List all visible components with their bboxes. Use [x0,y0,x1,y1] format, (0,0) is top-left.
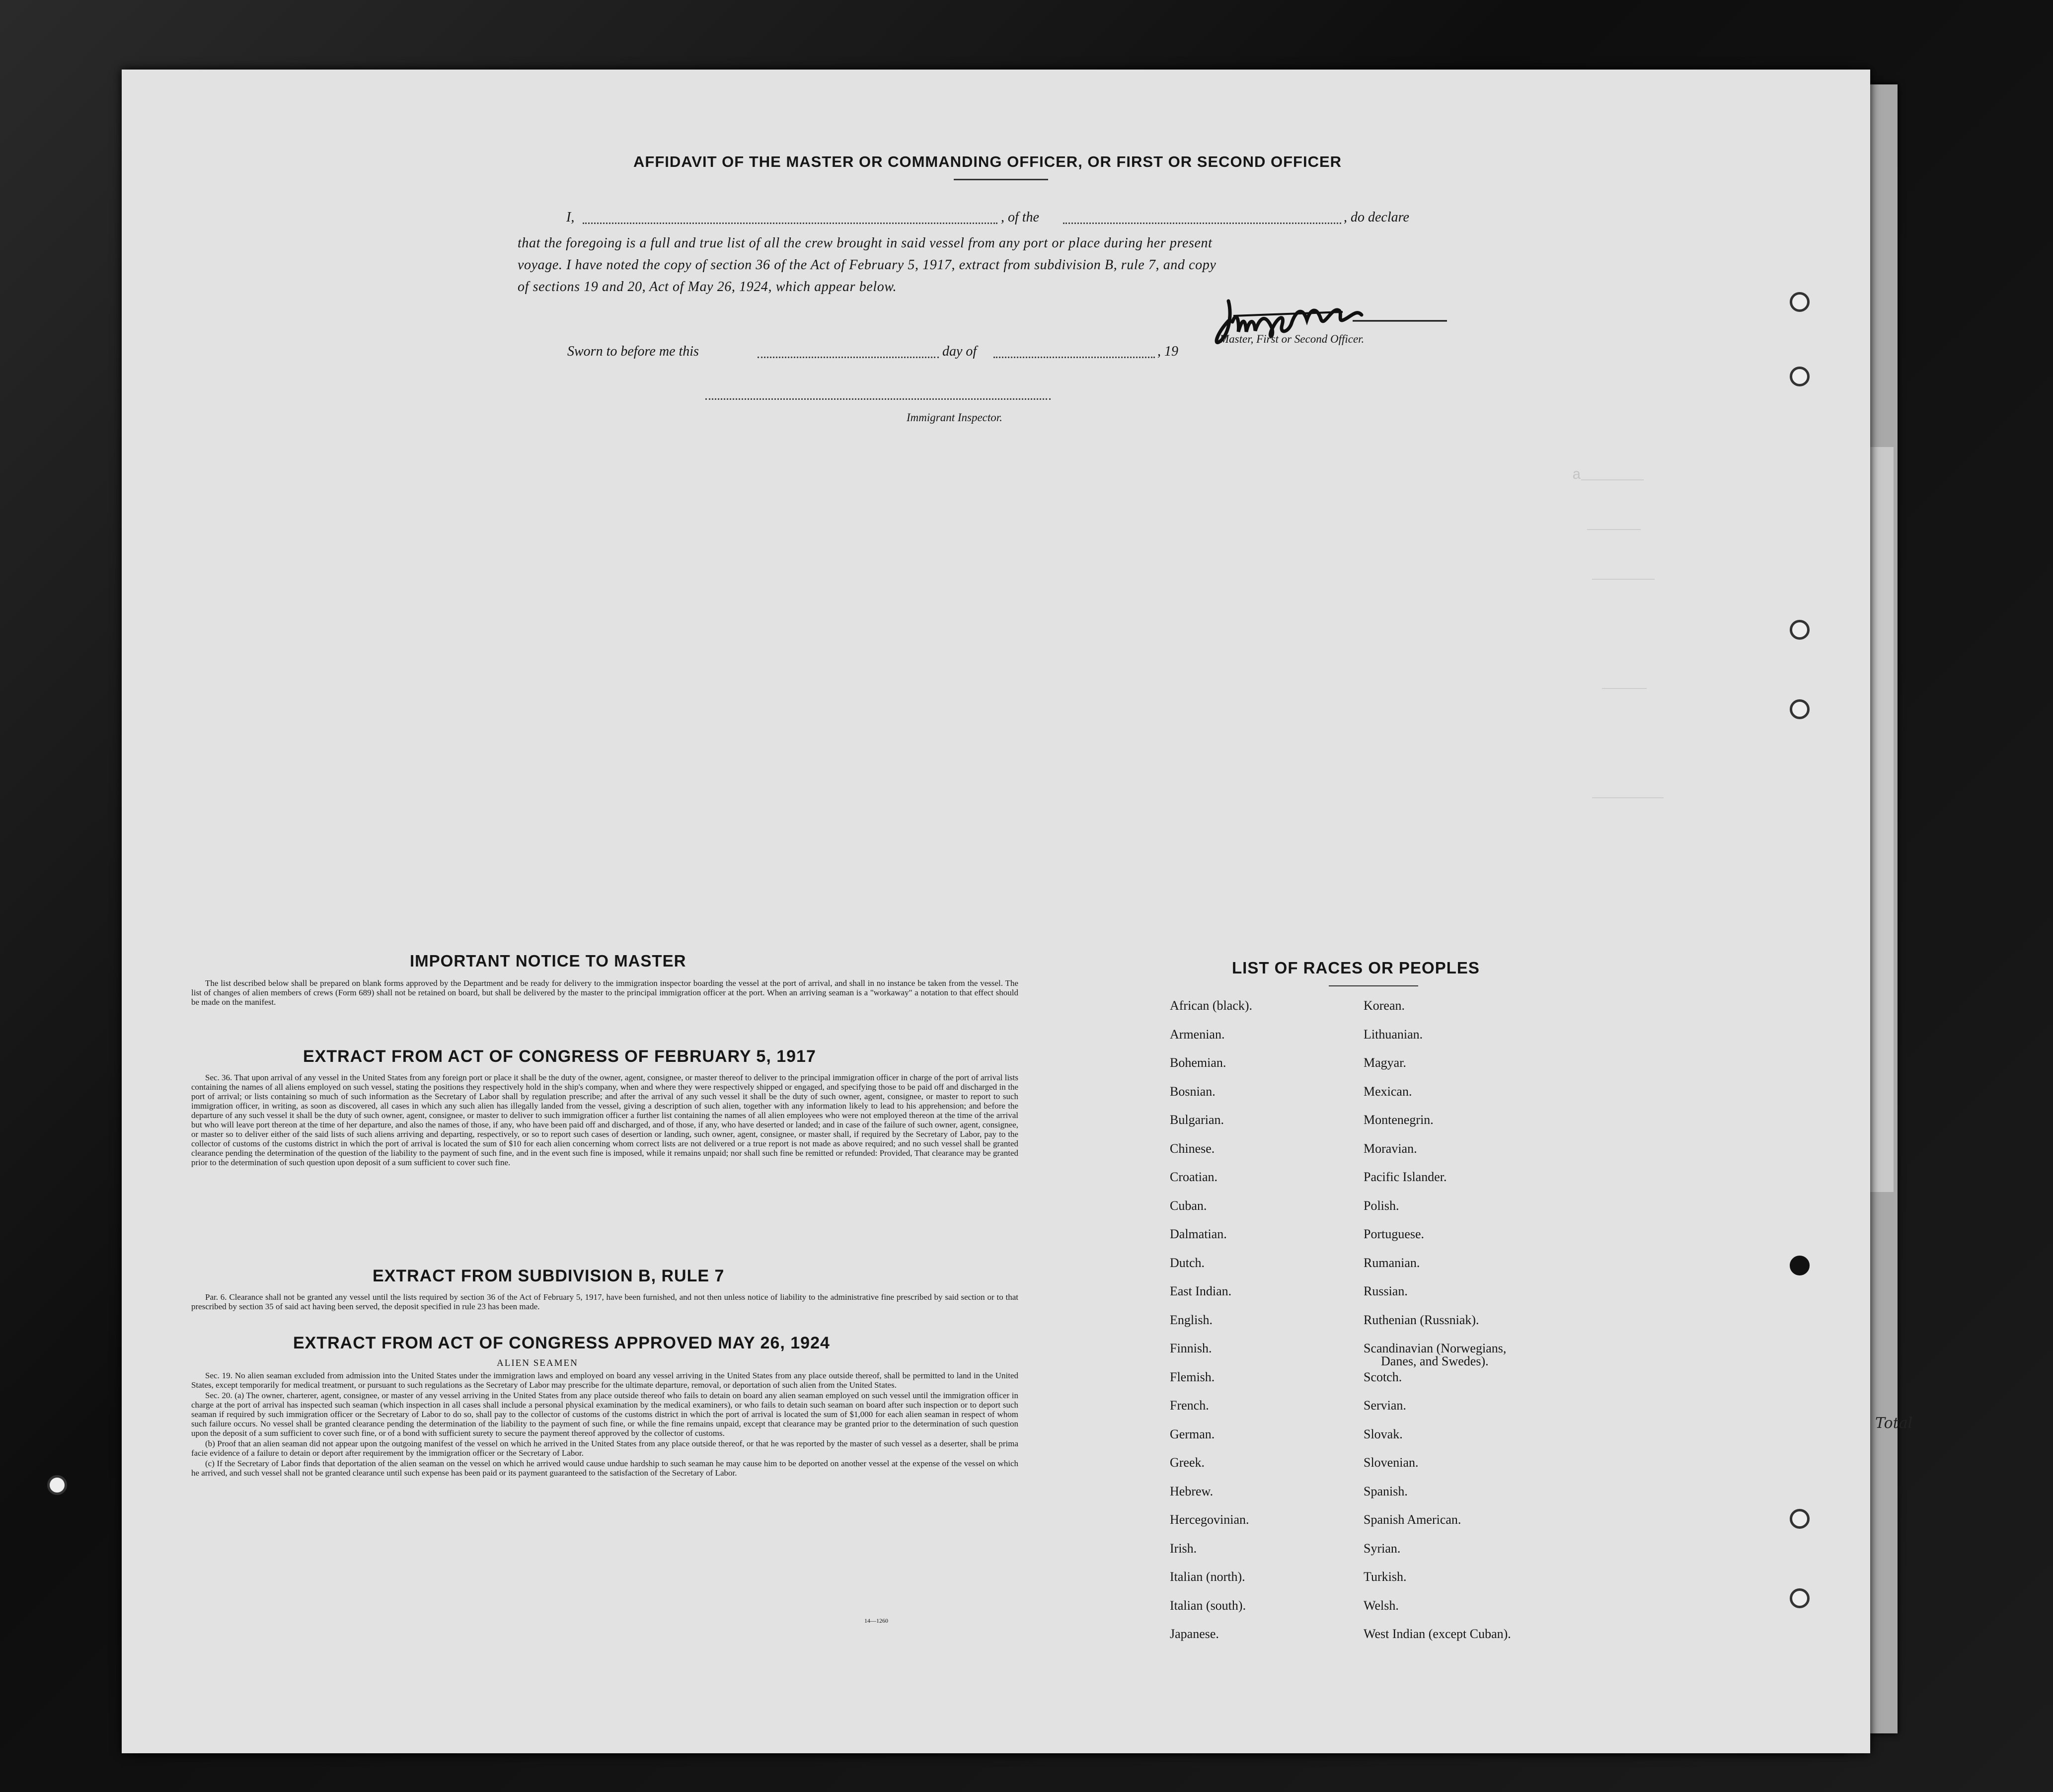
race-item: Scotch. [1364,1369,1402,1384]
extract-1924-title: EXTRACT FROM ACT OF CONGRESS APPROVED MAY 26, 1924 [293,1334,830,1352]
declare-label: , do declare [1344,210,1409,225]
race-item: Ruthenian (Russniak). [1364,1312,1479,1327]
section-36-paragraph: Sec. 36. That upon arrival of any vessel in the United States from any foreign port or place it shall be the duty of the owner, agent, consignee, or master thereof to deliver to the principal immigration officer in charge of the port of arrival lists containing the names of all aliens employed on such vessel, stating the positions they respectively hold in the ship's company, when and where they were respectively shipped or engaged, and specifying those to be paid off and discharged in the port of arrival; or lists containing so much of such information as the Secretary of Labor shall by regulation prescribe; and after the arrival of any such vessel it shall be the duty of such owner, agent, consignee, or master to report to such immigration officer, in writing, as soon as discovered, all cases in which any such alien has illegally landed from the vessel, giving a description of such alien, together with any information likely to lead to his apprehension; and before the departure of any such vessel it shall be the duty of such owner, agent, consignee, or master to deliver to such immigration officer a further list containing the names of all alien employees who were not employed thereon at the time of the arrival but who will leave port thereon at the time of her departure, and also the names of those, if any, who have been paid off and discharged, and of those, if any, who have deserted or landed; and in case of the failure of such owner, agent, consignee, or master so to deliver either of the said lists of such aliens arriving and departing, respectively, or so to report such cases of desertion or landing, such owner, agent, consignee, or master shall, if required by the Secretary of Labor, pay to the collector of customs of the customs district in which the port of arrival is located the sum of $10 for each alien concerning whom correct lists are not delivered or a true report is not made as above required; and no such vessel shall be granted clearance pending the determination of the question of the liability to the payment of such fine, and in the event such fine is imposed, while it remains unpaid; nor shall such fine be remitted or refunded: Provided, That clearance may be granted prior to the determination of such question upon deposit of a sum sufficient to cover such fine. [191,1073,1018,1167]
race-item: Flemish. [1170,1369,1215,1384]
master-signature [1214,286,1452,361]
race-item: Syrian. [1364,1541,1401,1556]
race-item: Welsh. [1364,1598,1399,1613]
race-item: Spanish American. [1364,1512,1461,1527]
races-title-underline [1329,985,1418,986]
vessel-label: , of the [1001,210,1039,225]
race-item: Polish. [1364,1198,1399,1213]
race-item: Lithuanian. [1364,1027,1423,1042]
section-20a-paragraph: Sec. 20. (a) The owner, charterer, agent, consignee, or master of any vessel arriving in the United States from any place outside thereof who fails to detain on board any alien seaman employed on such vessel until the immigration officer in charge at the port of arrival has inspected such seaman (which inspection in all cases shall include a personal physical examination by the medical examiners), or who fails to detain such seaman on board after such inspection or to deport such seaman if required by such immigration officer or the Secretary of Labor to do so, shall pay to the collector of customs of the customs district in which the port of arrival is located the sum of $1,000 for each alien seaman in respect of whom such failure occurs. No vessel shall be granted clearance pending the determination of the liability to the payment of such fine, or while the fine remains unpaid, except that clearance may be granted prior to the determination of such question upon the deposit of a sum sufficient to cover such fine, or of a bond with sufficient surety to secure the payment thereof approved by the collector of customs. [191,1391,1018,1438]
extract-b7-title: EXTRACT FROM SUBDIVISION B, RULE 7 [373,1267,725,1285]
race-item: Slovak. [1364,1426,1403,1441]
race-item: German. [1170,1426,1215,1441]
bleed-through-text: _______ [1592,566,1655,583]
bleed-through-text: ________ [1592,785,1664,802]
section-20c-paragraph: (c) If the Secretary of Labor finds that deportation of the alien seaman on the vessel on which he arrived would cause undue hardship to such seaman he may cause him to be deported on another vessel at the expense of the vessel on which he arrived, and such vessel shall not be granted clearance until such expense has been paid or its payment guaranteed to the satisfaction of the Secretary of Labor. [191,1459,1018,1478]
races-title: LIST OF RACES OR PEOPLES [1232,959,1480,977]
race-item: Scandinavian (Norwegians, [1364,1341,1507,1355]
form-number: 14—1260 [864,1617,888,1624]
bleed-through-text: a_______ [1572,467,1644,484]
affidavit-title: AFFIDAVIT OF THE MASTER OR COMMANDING OFFICER, OR FIRST OR SECOND OFFICER [633,153,1342,170]
section-20b-paragraph: (b) Proof that an alien seaman did not appear upon the outgoing manifest of the vessel on which he arrived in the United States from any place outside thereof, or that he was reported by the master of such vessel as a deserter, shall be prima facie evidence of a failure to detain or deport after requirement by the immigration officer or the Secretary of Labor. [191,1439,1018,1458]
title-underline [954,179,1048,180]
sworn-month-field [993,357,1155,358]
binder-hole [1790,620,1810,640]
race-item: Italian (north). [1170,1569,1245,1584]
notice-text [191,978,1018,1008]
affidavit-body-line: of sections 19 and 20, Act of May 26, 1924, which appear below. [518,279,897,295]
manifest-page [122,70,1913,1753]
race-item: Japanese. [1170,1627,1219,1641]
race-item: Spanish. [1364,1484,1408,1498]
affiant-name-field [583,223,997,224]
race-item: Moravian. [1364,1141,1417,1156]
race-item: Servian. [1364,1398,1406,1413]
race-item: Finnish. [1170,1341,1212,1355]
race-item: Chinese. [1170,1141,1215,1156]
affidavit-body-line: voyage. I have noted the copy of section 36 of the Act of February 5, 1917, extract from subdivision B, rule 7, and copy [518,257,1217,273]
binder-hole [1790,367,1810,386]
year-label: , 19 [1157,344,1178,359]
affidavit-body-line: that the foregoing is a full and true list of all the crew brought in said vessel from any port or place during her present [518,235,1213,251]
binder-hole [1790,1256,1810,1275]
extract-1924-text [191,1371,1018,1479]
race-item: Bosnian. [1170,1084,1216,1099]
race-item: Bulgarian. [1170,1113,1224,1127]
race-item: West Indian (except Cuban). [1364,1627,1511,1641]
race-item: Bohemian. [1170,1055,1226,1070]
race-item: English. [1170,1312,1213,1327]
race-item: Russian. [1364,1284,1408,1298]
race-item: Armenian. [1170,1027,1225,1042]
alien-seamen-subtitle: ALIEN SEAMEN [497,1358,578,1368]
extract-1917-text [191,1073,1018,1168]
race-item: East Indian. [1170,1284,1232,1298]
race-item: Italian (south). [1170,1598,1246,1613]
race-item: Rumanian. [1364,1255,1420,1270]
race-item: Dalmatian. [1170,1227,1227,1241]
race-item: Irish. [1170,1541,1197,1556]
vessel-name-field [1063,223,1341,224]
sworn-day-field [758,357,939,358]
race-item: Danes, and Swedes). [1381,1354,1489,1368]
race-item: Mexican. [1364,1084,1412,1099]
inspector-caption: Immigrant Inspector. [907,411,1002,424]
race-item: Dutch. [1170,1255,1205,1270]
race-item: Croatian. [1170,1170,1218,1184]
extract-b7-text [191,1292,1018,1312]
day-of-label: day of [942,344,977,359]
margin-note-total: Total [1875,1415,1913,1432]
rule-7-paragraph: Par. 6. Clearance shall not be granted any vessel until the lists required by section 36 of the Act of February 5, 1917, have been furnished, and not then unless notice of liability to the administrative fine prescribed by said section or to that prescribed by section 35 of said act having been served, the deposit specified in rule 23 has been made. [191,1292,1018,1311]
affiant-label: I, [566,210,575,225]
race-item: Hebrew. [1170,1484,1214,1498]
binder-hole [1790,292,1810,312]
race-item: African (black). [1170,998,1253,1013]
notice-paragraph: The list described below shall be prepared on blank forms approved by the Department and be ready for delivery to the immigration inspector boarding the vessel at the port of arrival, and shall in no instance be taken from the vessel. The list of changes of alien members of crews (Form 689) shall not be retained on board, but shall be delivered by the master to the principal immigration officer at the port. When an arriving seaman is a "workaway" a notation to that effect should be made on the manifest. [191,978,1018,1007]
binder-hole [47,1475,67,1495]
binder-hole [1790,699,1810,719]
notice-title: IMPORTANT NOTICE TO MASTER [410,952,686,970]
race-item: French. [1170,1398,1209,1413]
race-item: Slovenian. [1364,1455,1419,1470]
race-item: Pacific Islander. [1364,1170,1447,1184]
section-19-paragraph: Sec. 19. No alien seaman excluded from admission into the United States under the immigration laws and employed on board any vessel arriving in the United States from any place outside thereof, shall be permitted to land in the United States, except temporarily for medical treatment, or pursuant to such regulations as the Secretary of Labor may prescribe for the ultimate departure, removal, or deportation of such alien from the United States. [191,1371,1018,1390]
race-item: Montenegrin. [1364,1113,1434,1127]
extract-1917-title: EXTRACT FROM ACT OF CONGRESS OF FEBRUARY 5, 1917 [303,1047,816,1066]
binder-hole [1790,1509,1810,1529]
bleed-through-text: _____ [1602,675,1647,692]
signer-caption: Master, First or Second Officer. [1219,333,1365,345]
race-item: Korean. [1364,998,1405,1013]
race-item: Cuban. [1170,1198,1207,1213]
sworn-label: Sworn to before me this [567,344,699,359]
binder-hole [1790,1588,1810,1608]
inspector-signature-field [705,398,1051,400]
race-item: Greek. [1170,1455,1205,1470]
race-item: Portuguese. [1364,1227,1425,1241]
race-item: Turkish. [1364,1569,1407,1584]
bleed-through-text: ______ [1587,517,1641,533]
race-item: Magyar. [1364,1055,1406,1070]
race-item: Hercegovinian. [1170,1512,1249,1527]
